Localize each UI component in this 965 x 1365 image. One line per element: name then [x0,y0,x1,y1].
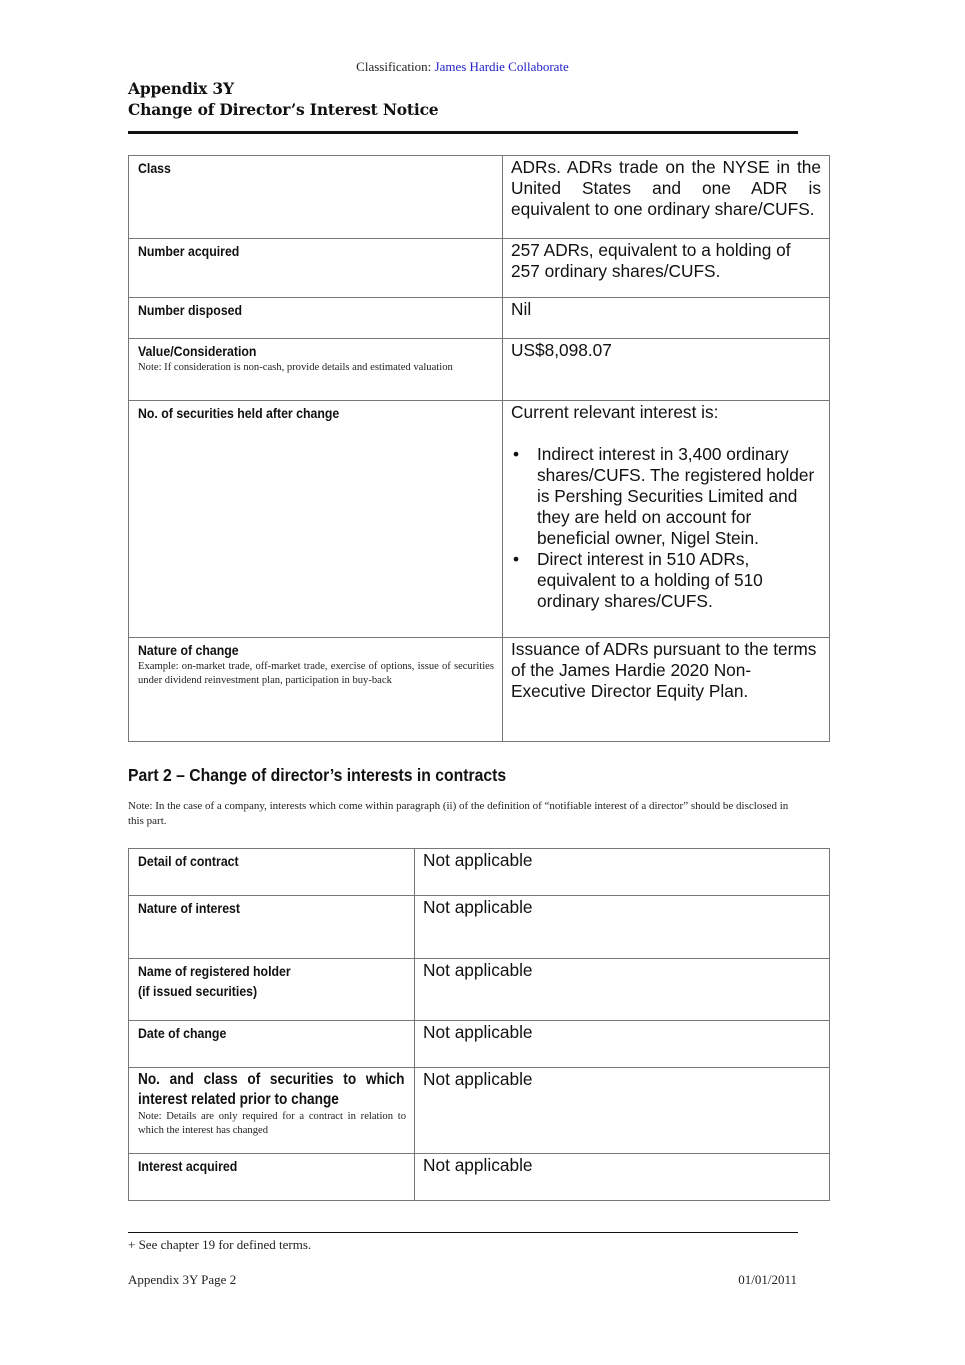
row-label-sub: (if issued securities) [138,983,258,999]
row-label-cell [129,401,503,638]
row-label-cell [129,1021,415,1068]
row-label: Value/Consideration [138,343,257,359]
part2-table [128,848,830,1201]
row-value: Not applicable [423,897,533,917]
row-value: Not applicable [423,850,533,870]
row-label: Detail of contract [138,853,239,869]
row-value-cell [503,638,830,742]
row-value: 257 ADRs, equivalent to a holding of 257 ordinary shares/CUFS. [511,240,791,281]
row-value: Nil [511,299,532,319]
footer-divider [128,1232,798,1233]
table-row [129,638,830,742]
document-title [128,78,438,120]
table-row [129,1154,830,1201]
row-value: Not applicable [423,1069,533,1089]
row-label-cell [129,638,503,742]
row-value-cell [415,1021,830,1068]
row-label: Name of registered holder [138,963,291,979]
row-note: Note: Details are only required for a contract in relation to which the interest has changed [138,1111,406,1136]
row-value-cell [415,959,830,1021]
table-row [129,239,830,298]
list-item [511,444,821,549]
row-value: Issuance of ADRs pursuant to the terms of the James Hardie 2020 Non-Executive Director Equity Plan. [511,639,817,701]
row-value: Not applicable [423,1022,533,1042]
table-row [129,401,830,638]
table-row [129,959,830,1021]
row-value: ADRs. ADRs trade on the NYSE in the United States and one ADR is equivalent to one ordinary share/CUFS. [511,157,821,219]
classification-line [0,59,925,75]
row-label-cell [129,239,503,298]
row-value-cell [415,1068,830,1154]
row-value: US$8,098.07 [511,340,612,360]
footer-date: 01/01/2011 [738,1272,797,1287]
table-row [129,849,830,896]
row-value-cell [503,298,830,339]
table-row [129,298,830,339]
holdings-list [511,444,821,612]
list-item [511,549,821,612]
part1-table [128,155,830,742]
classification-label: Classification: [356,59,432,74]
list-item-text: Indirect interest in 3,400 ordinary shares/CUFS. The registered holder is Pershing Securities Limited and they are held on account for beneficial owner, Nigel Stein. [537,444,815,548]
row-label-cell [129,156,503,239]
row-value-cell [415,849,830,896]
row-label: Nature of interest [138,900,241,916]
row-label: Interest acquired [138,1158,238,1174]
row-label-cell [129,339,503,401]
row-value-cell [415,1154,830,1201]
row-label: Number acquired [138,243,240,259]
table-row [129,896,830,959]
part2-heading: Part 2 – Change of director’s interests in contracts [128,765,507,785]
classification-value: James Hardie Collaborate [434,59,569,74]
row-label-cell [129,1154,415,1201]
table-row [129,1021,830,1068]
row-note: Note: If consideration is non-cash, provide details and estimated valuation [138,362,453,373]
row-note: Example: on-market trade, off-market trade, exercise of options, issue of securities under dividend reinvestment plan, participation in buy-back [138,661,494,686]
row-label-cell [129,849,415,896]
part2-note: Note: In the case of a company, interests which come within paragraph (ii) of the definition of “notifiable interest of a director” should be disclosed in this part. [128,800,789,827]
row-label-cell [129,1068,415,1154]
row-label: No. and class of securities to which interest related prior to change [138,1071,405,1108]
row-label-cell [129,298,503,339]
row-label-cell [129,959,415,1021]
row-label: No. of securities held after change [138,405,340,421]
row-value-cell [503,401,830,638]
header-divider [128,131,798,134]
row-label: Class [138,160,171,176]
row-value-cell [503,339,830,401]
footer-page-label: Appendix 3Y Page 2 [128,1272,237,1287]
row-value-intro: Current relevant interest is: [511,402,719,422]
table-row [129,156,830,239]
notice-title: Change of Director’s Interest Notice [128,100,439,119]
footer-terms-note: + See chapter 19 for defined terms. [128,1237,312,1252]
table-row [129,339,830,401]
row-value-cell [503,239,830,298]
bullet-icon: • [513,549,520,569]
row-value: Not applicable [423,960,533,980]
list-item-text: Direct interest in 510 ADRs, equivalent to a holding of 510 ordinary shares/CUFS. [537,549,763,611]
bullet-icon: • [513,444,520,464]
row-value-cell [415,896,830,959]
row-label-cell [129,896,415,959]
row-label: Nature of change [138,642,239,658]
table-row [129,1068,830,1154]
row-value: Not applicable [423,1155,533,1175]
row-value-cell [503,156,830,239]
row-label: Number disposed [138,302,243,318]
row-label: Date of change [138,1025,227,1041]
appendix-title: Appendix 3Y [128,79,234,98]
